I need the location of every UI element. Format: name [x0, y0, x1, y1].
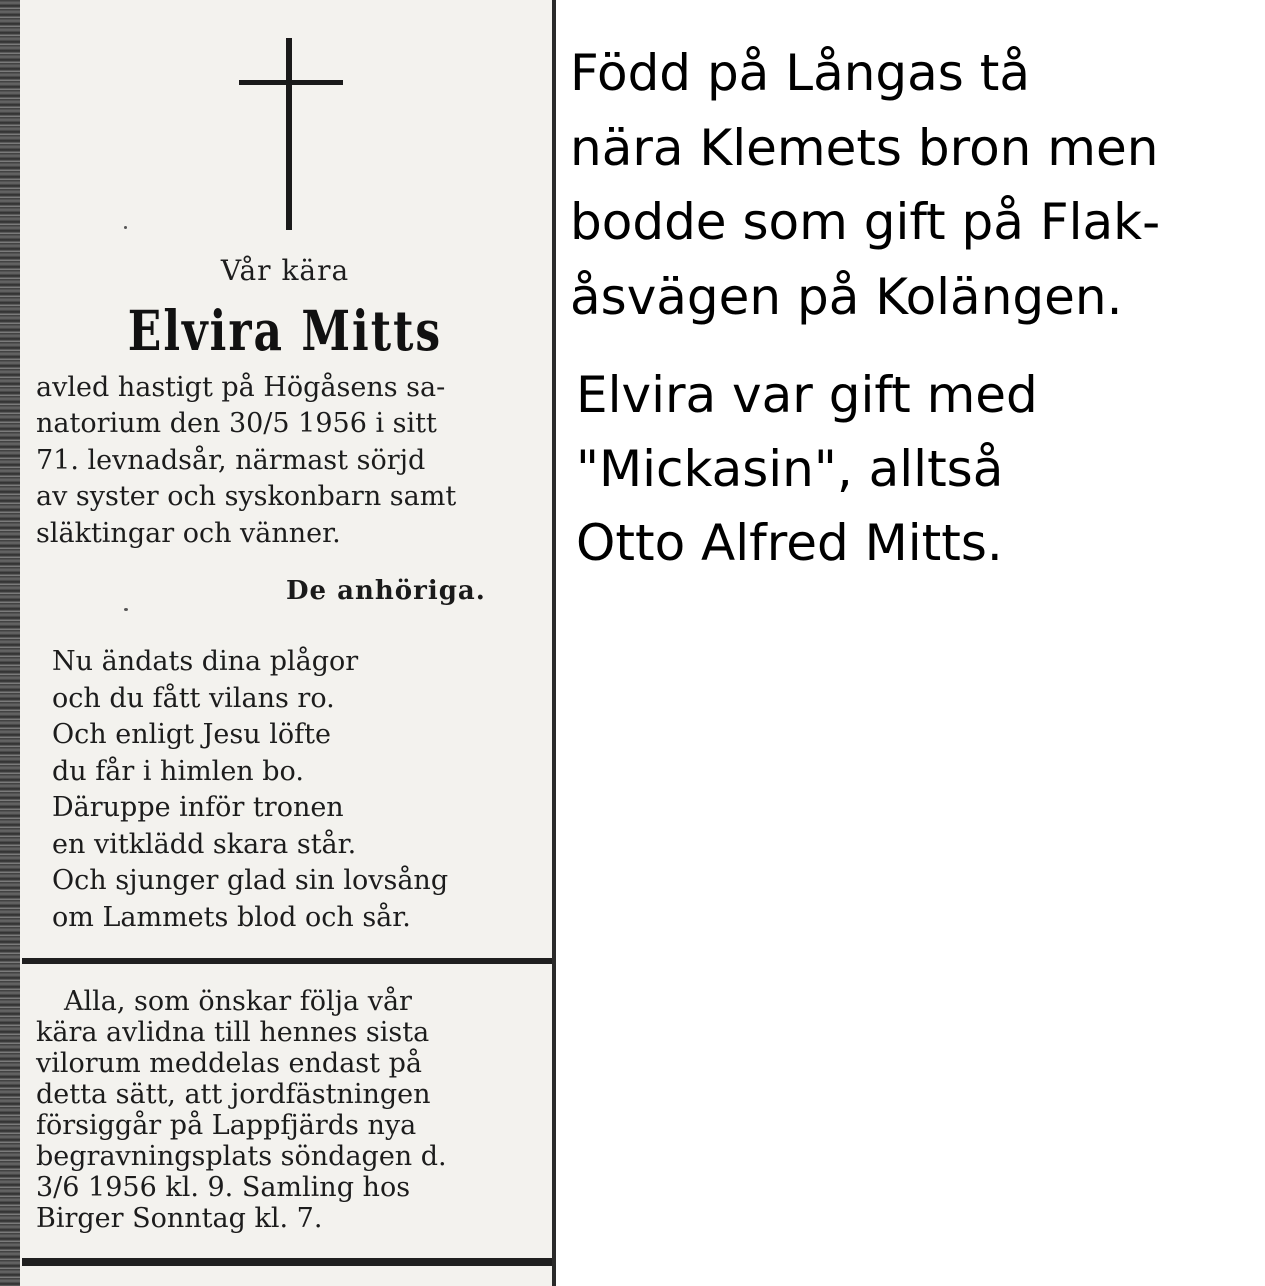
clipping-right-edge: [552, 0, 556, 1286]
memorial-poem: [52, 644, 448, 936]
caption-spouse: [576, 358, 1038, 580]
poem-line: om Lammets blod och sår.: [52, 901, 411, 933]
clipping-left-edge: [0, 0, 20, 1286]
poem-line: och du fått vilans ro.: [52, 682, 335, 714]
poem-line: en vitklädd skara står.: [52, 828, 357, 860]
poem-line: Och enligt Jesu löfte: [52, 719, 331, 750]
caption-line: Född på Långas tå: [570, 44, 1030, 102]
obituary-body: [36, 370, 534, 552]
body-line: 71. levnadsår, närmast sörjd: [36, 444, 426, 476]
notice-line: vilorum meddelas endast på: [36, 1048, 422, 1079]
caption-line: "Mickasin", alltså: [576, 440, 1004, 498]
caption-line: åsvägen på Kolängen.: [570, 267, 1123, 326]
obituary-heading: Vår kära: [220, 254, 350, 287]
notice-line: Alla, som önskar följa vår: [64, 986, 412, 1017]
notice-line: begravningsplats söndagen d.: [36, 1141, 447, 1172]
bottom-divider: [22, 1258, 552, 1266]
notice-line: 3/6 1956 kl. 9. Samling hos: [36, 1172, 411, 1203]
caption-line: Elvira var gift med: [576, 366, 1038, 424]
cross-icon: [235, 36, 347, 232]
notice-line: Birger Sonntag kl. 7.: [36, 1203, 323, 1234]
caption-line: bodde som gift på Flak-: [570, 193, 1161, 251]
print-speck: [124, 226, 127, 229]
notice-line: försiggår på Lappfjärds nya: [36, 1110, 417, 1141]
deceased-name: Elvira Mitts: [127, 300, 443, 364]
poem-line: du får i himlen bo.: [52, 755, 304, 787]
body-line: avled hastigt på Högåsens sa-: [36, 372, 446, 403]
newspaper-clipping: [0, 0, 556, 1286]
caption-birthplace: [570, 36, 1160, 334]
notice-line: kära avlidna till hennes sista: [36, 1017, 430, 1048]
caption-line: nära Klemets bron men: [570, 118, 1159, 177]
poem-line: Och sjunger glad sin lovsång: [52, 865, 449, 896]
body-line: natorium den 30/5 1956 i sitt: [36, 408, 437, 440]
print-speck: [124, 608, 128, 611]
notice-line: detta sätt, att jordfästningen: [36, 1079, 431, 1110]
obituary-signature: De anhöriga.: [286, 576, 486, 606]
section-divider: [22, 958, 552, 964]
body-line: släktingar och vänner.: [36, 517, 341, 549]
body-line: av syster och syskonbarn samt: [36, 481, 457, 513]
poem-line: Däruppe inför tronen: [52, 792, 344, 823]
poem-line: Nu ändats dina plågor: [52, 646, 359, 677]
funeral-notice: [36, 986, 536, 1234]
caption-line: Otto Alfred Mitts.: [576, 514, 1003, 572]
